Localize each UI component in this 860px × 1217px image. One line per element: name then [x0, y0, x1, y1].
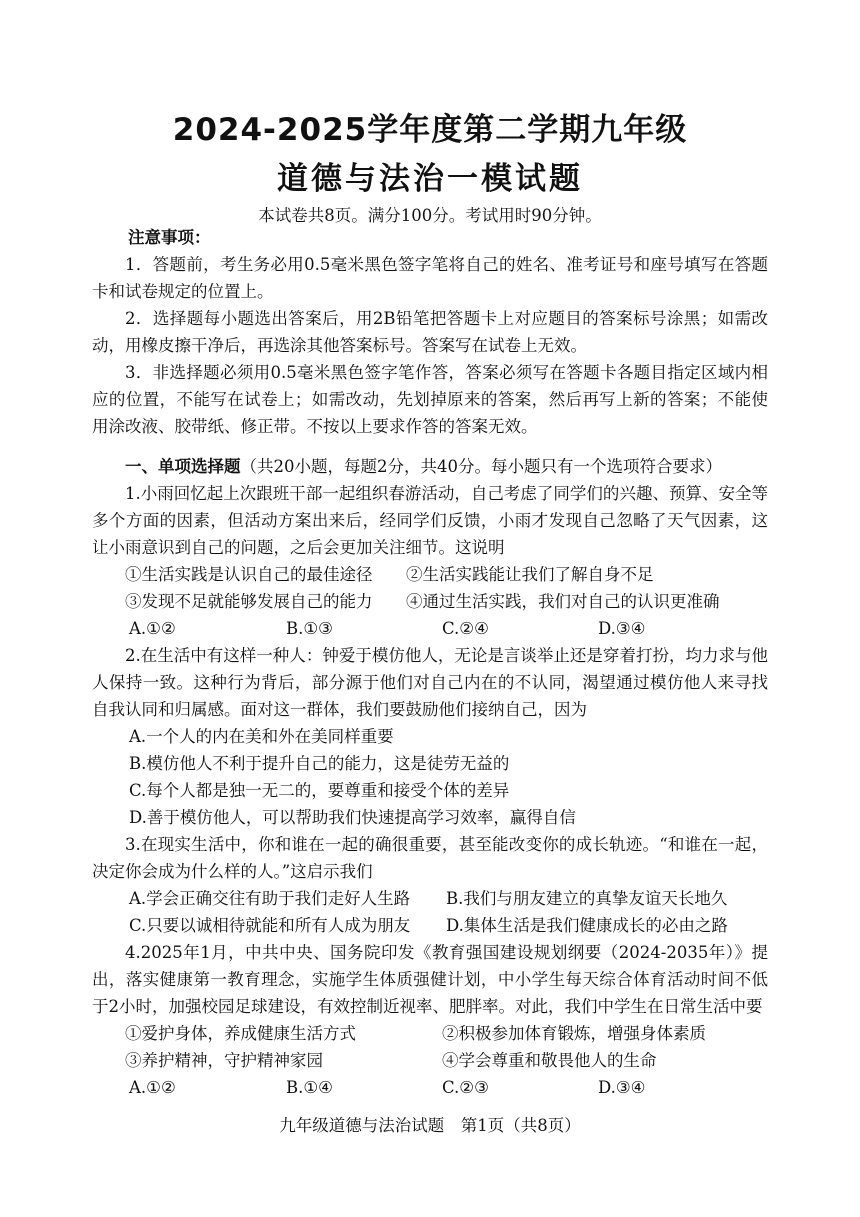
q1-option-a[interactable]: A.①②: [129, 619, 176, 638]
q3-option-b[interactable]: B.我们与朋友建立的真挚友谊天长地久: [446, 889, 728, 908]
q4-option-d[interactable]: D.③④: [598, 1078, 646, 1097]
page-footer: 九年级道德与法治试题 第1页（共8页）: [279, 1116, 581, 1135]
q4-statement-4: ④学会尊重和敬畏他人的生命: [442, 1051, 657, 1070]
q2-option-b[interactable]: B.模仿他人不利于提升自己的能力，这是徒劳无益的: [129, 754, 510, 773]
q3-option-c[interactable]: C.只要以诚相待就能和所有人成为朋友: [129, 916, 411, 935]
q1-option-d[interactable]: D.③④: [598, 619, 646, 638]
question-4-options: [92, 1074, 768, 1101]
q3-option-d[interactable]: D.集体生活是我们健康成长的必由之路: [446, 916, 728, 935]
questions-block: [92, 480, 768, 1101]
question-4-statements-row1: [92, 1020, 768, 1047]
notice-block: [92, 224, 768, 440]
question-2-stem: 2.在生活中有这样一种人：钟爱于模仿他人，无论是言谈举止还是穿着打扮，均力求与他人保持一致。这种行为背后，部分源于他们对自己内在的不认同，渴望通过模仿他人来寻找自我认同和归属感。面对这一群体，我们要鼓励他们接纳自己，因为: [92, 646, 768, 719]
notice-heading: 注意事项：: [128, 228, 211, 247]
section-heading: [92, 453, 768, 480]
question-3-options-row1: [92, 885, 768, 912]
question-3-options-row2: [92, 912, 768, 939]
q4-statement-3: ③养护精神，守护精神家园: [125, 1051, 323, 1070]
section-title: 一、单项选择题: [125, 457, 241, 476]
question-1-options: [92, 615, 768, 642]
question-3-stem: 3.在现实生活中，你和谁在一起的确很重要，甚至能改变你的成长轨迹。“和谁在一起，决定你会成为什么样的人。”这启示我们: [92, 835, 768, 881]
q4-statement-1: ①爱护身体，养成健康生活方式: [125, 1024, 356, 1043]
q1-statement-2: ②生活实践能让我们了解自身不足: [406, 565, 654, 584]
question-1-stem: 1.小雨回忆起上次跟班干部一起组织春游活动，自己考虑了同学们的兴趣、预算、安全等多个方面的因素，但活动方案出来后，经同学们反馈，小雨才发现自己忽略了天气因素，这让小雨意识到自己的问题，之后会更加关注细节。这说明: [92, 484, 768, 557]
q2-option-c[interactable]: C.每个人都是独一无二的，要尊重和接受个体的差异: [129, 781, 510, 800]
q1-statement-3: ③发现不足就能够发展自己的能力: [125, 592, 373, 611]
q2-option-a[interactable]: A.一个人的内在美和外在美同样重要: [129, 727, 394, 746]
q2-option-c-row: [92, 777, 768, 804]
q2-option-a-row: [92, 723, 768, 750]
q4-option-c[interactable]: C.②③: [442, 1078, 489, 1097]
exam-title-line2: 道德与法治一模试题: [277, 161, 583, 197]
q4-option-a[interactable]: A.①②: [129, 1078, 176, 1097]
question-4-statements-row2: [92, 1047, 768, 1074]
q2-option-b-row: [92, 750, 768, 777]
q3-option-a[interactable]: A.学会正确交往有助于我们走好人生路: [129, 889, 411, 908]
q4-option-b[interactable]: B.①④: [286, 1078, 333, 1097]
notice-item-2: 2．选择题每小题选出答案后，用2B铅笔把答题卡上对应题目的答案标号涂黑；如需改动，用橡皮擦干净后，再选涂其他答案标号。答案写在试卷上无效。: [92, 309, 768, 355]
notice-item-3: 3．非选择题必须用0.5毫米黑色签字笔作答，答案必须写在答题卡各题目指定区域内相应的位置，不能写在试卷上；如需改动，先划掉原来的答案，然后再写上新的答案；不能使用涂改液、胶带纸、修正带。不按以上要求作答的答案无效。: [92, 363, 768, 436]
q1-statement-1: ①生活实践是认识自己的最佳途径: [125, 565, 373, 584]
notice-item-1: 1．答题前，考生务必用0.5毫米黑色签字笔将自己的姓名、准考证号和座号填写在答题卡和试卷规定的位置上。: [92, 255, 768, 301]
exam-title-line1: 2024-2025学年度第二学期九年级: [172, 112, 688, 148]
q1-option-c[interactable]: C.②④: [442, 619, 489, 638]
section-description: （共20小题，每题2分，共40分。每小题只有一个选项符合要求）: [240, 457, 722, 476]
question-4-stem: 4.2025年1月，中共中央、国务院印发《教育强国建设规划纲要（2024-2035年）》提出，落实健康第一教育理念，实施学生体质强健计划，中小学生每天综合体育活动时间不低于2小时，加强校园足球建设，有效控制近视率、肥胖率。对此，我们中学生在日常生活中要: [92, 943, 768, 1016]
exam-info: 本试卷共8页。满分100分。考试用时90分钟。: [258, 206, 602, 225]
q1-statement-4: ④通过生活实践，我们对自己的认识更准确: [406, 592, 720, 611]
q2-option-d[interactable]: D.善于模仿他人，可以帮助我们快速提高学习效率，赢得自信: [129, 808, 576, 827]
question-1-statements-row1: [92, 561, 768, 588]
q4-statement-2: ②积极参加体育锻炼，增强身体素质: [442, 1024, 706, 1043]
question-1-statements-row2: [92, 588, 768, 615]
q2-option-d-row: [92, 804, 768, 831]
q1-option-b[interactable]: B.①③: [286, 619, 333, 638]
